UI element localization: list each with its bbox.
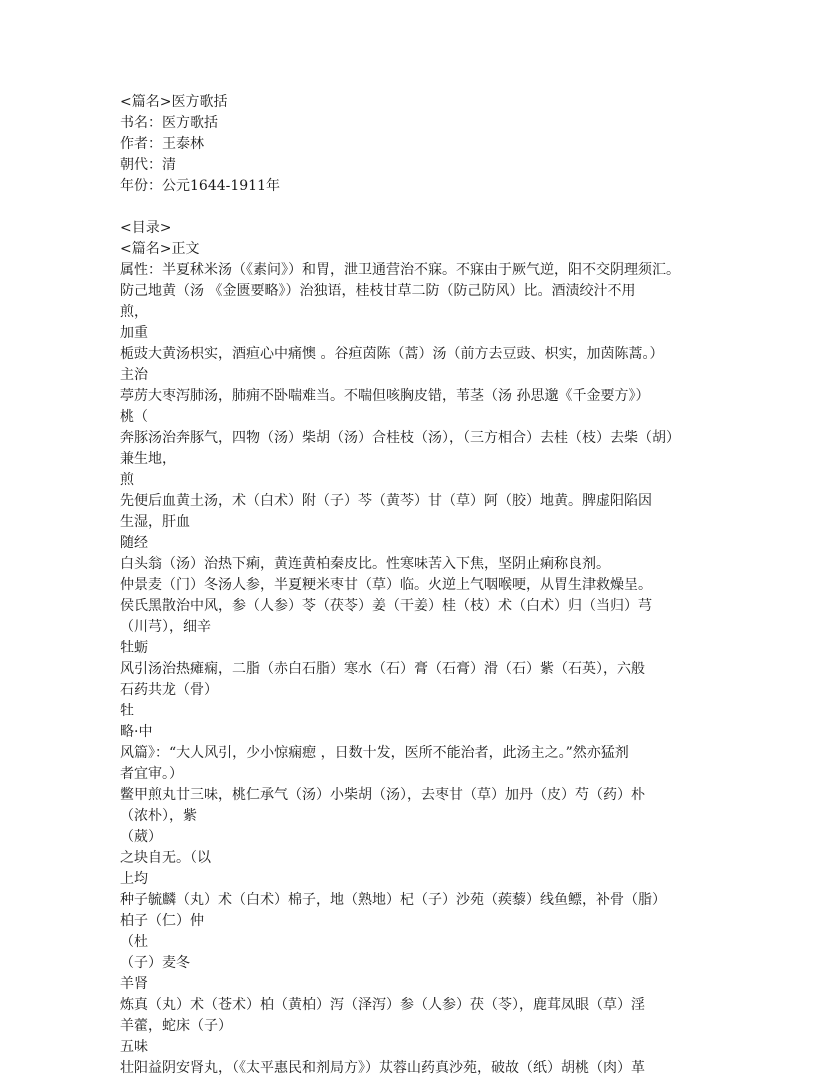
- author: 作者：王泰林: [120, 136, 204, 152]
- body-line: 牡: [120, 703, 134, 719]
- body-line: 风引汤治热瘫痫，二脂（赤白石脂）寒水（石）膏（石膏）滑（石）紫（石英），六般: [120, 661, 645, 677]
- body-line: 栀豉大黄汤枳实，酒疸心中痛懊 。谷疸茵陈（蒿）汤（前方去豆豉、枳实，加茵陈蒿。）: [120, 346, 664, 362]
- body-line: 略·中: [120, 724, 153, 740]
- document-text: [120, 92, 680, 1079]
- body-line: 生湿，肝血: [120, 514, 190, 530]
- body-line: 牡蛎: [120, 640, 148, 656]
- year-range: 年份：公元1644-1911年: [120, 178, 280, 194]
- body-line: （川芎），细辛: [120, 619, 211, 635]
- spacer: [120, 197, 680, 218]
- body-line: 鳖甲煎丸廿三味，桃仁承气（汤）小柴胡（汤），去枣甘（草）加丹（皮）芍（药）朴: [120, 787, 645, 803]
- body-line: 煎，: [120, 304, 148, 320]
- dynasty: 朝代：清: [120, 157, 176, 173]
- body-line: 种子毓麟（丸）术（白术）棉子，地（熟地）杞（子）沙苑（蒺藜）线鱼鳔，补骨（脂）: [120, 892, 666, 908]
- body-line: 上均: [120, 871, 148, 887]
- body-line: 羊肾: [120, 976, 148, 992]
- body-line: 煎: [120, 472, 134, 488]
- body-line: 先便后血黄土汤，术（白术）附（子）芩（黄芩）甘（草）阿（胶）地黄。脾虚阳陷因: [120, 493, 652, 509]
- body-line: 石药共龙（骨）: [120, 682, 218, 698]
- body-line: （葳）: [120, 829, 162, 845]
- body-line: 五味: [120, 1039, 148, 1055]
- body-line: 白头翁（汤）治热下痢，黄连黄柏秦皮比。性寒味苦入下焦，坚阴止痢称良剂。: [120, 556, 610, 572]
- body-text: [120, 260, 680, 1079]
- body-line: 随经: [120, 535, 148, 551]
- body-line: 之块自无。（以: [120, 850, 211, 866]
- body-line: 桃（: [120, 409, 148, 425]
- book-name: 书名：医方歌括: [120, 115, 218, 131]
- body-line: 壮阳益阴安肾丸，（《太平惠民和剂局方》）苁蓉山药真沙苑，破故（纸）胡桃（肉）革: [120, 1060, 645, 1076]
- body-line: 柏子（仁）仲: [120, 913, 204, 929]
- body-line: 加重: [120, 325, 148, 341]
- body-line: 主治: [120, 367, 148, 383]
- body-line: 属性：半夏秫米汤（《素问》）和胃，泄卫通营治不寐。不寐由于厥气逆，阳不交阴理须汇。: [120, 262, 680, 278]
- toc-heading: <目录>: [120, 220, 172, 236]
- body-line: 风篇》：“大人风引，少小惊痫瘛 ，日数十发，医所不能治者，此汤主之。”然亦猛剂: [120, 745, 629, 761]
- body-line: 炼真（丸）术（苍术）柏（黄柏）泻（泽泻）参（人参）茯（苓），鹿茸凤眼（草）淫: [120, 997, 645, 1013]
- section-heading: <篇名>正文: [120, 241, 200, 257]
- body-line: 葶苈大枣泻肺汤，肺痈不卧喘难当。不喘但咳胸皮错，苇茎（汤 孙思邈《千金要方》）: [120, 388, 650, 404]
- body-line: （子）麦冬: [120, 955, 190, 971]
- body-line: 防己地黄（汤 《金匮要略》）治独语，桂枝甘草二防（防己防风）比。酒渍绞汁不用: [120, 283, 636, 299]
- body-line: 兼生地，: [120, 451, 176, 467]
- body-line: 侯氏黑散治中风，参（人参）苓（茯苓）姜（干姜）桂（枝）术（白术）归（当归）芎: [120, 598, 652, 614]
- body-line: （杜: [120, 934, 148, 950]
- body-line: 者宜审。）: [120, 766, 183, 782]
- body-line: 羊藿，蛇床（子）: [120, 1018, 232, 1034]
- body-line: 奔豚汤治奔豚气，四物（汤）柴胡（汤）合桂枝（汤），（三方相合）去桂（枝）去柴（胡）: [120, 430, 680, 446]
- chapter-title: <篇名>医方歌括: [120, 94, 228, 110]
- body-line: （浓朴），紫: [120, 808, 197, 824]
- body-line: 仲景麦（门）冬汤人参，半夏粳米枣甘（草）临。火逆上气咽喉哽，从胃生津救燥呈。: [120, 577, 652, 593]
